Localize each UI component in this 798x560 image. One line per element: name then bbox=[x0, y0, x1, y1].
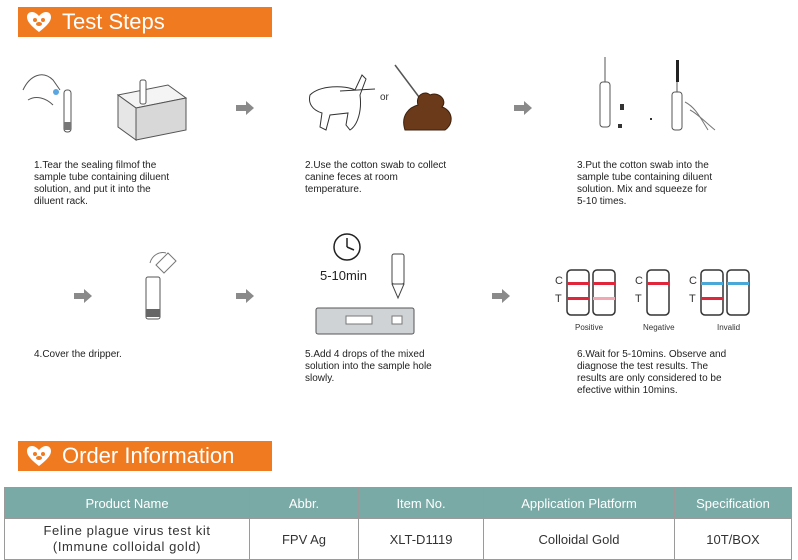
or-label: or bbox=[380, 92, 389, 103]
paw-heart-icon bbox=[26, 445, 52, 467]
step5-text: 5.Add 4 drops of the mixed solution into the sample hole slowly. bbox=[305, 349, 432, 384]
header-platform: Application Platform bbox=[484, 488, 675, 519]
table-header-row bbox=[5, 488, 792, 519]
step1-figure bbox=[18, 60, 193, 145]
step4-text: 4.Cover the dripper. bbox=[34, 349, 122, 360]
arrow-right-icon bbox=[492, 289, 510, 303]
step3-text: 3.Put the cotton swab into the sample tube containing diluent solution. Mix and squeeze for 5-10 times. bbox=[577, 160, 713, 207]
header-abbr: Abbr. bbox=[250, 488, 359, 519]
control-line-label: C bbox=[689, 275, 697, 287]
specification-cell: 10T/BOX bbox=[675, 519, 792, 560]
header-product-name: Product Name bbox=[5, 488, 250, 519]
test-steps-banner bbox=[18, 7, 272, 37]
step6-text: 6.Wait for 5-10mins. Observe and diagnose the test results. The results are only considered to be efective within 10mins. bbox=[577, 349, 727, 396]
negative-label: Negative bbox=[643, 323, 675, 332]
invalid-label: Invalid bbox=[717, 323, 741, 332]
arrow-right-icon bbox=[236, 101, 254, 115]
item-no-cell: XLT-D1119 bbox=[359, 519, 484, 560]
test-steps-title: Test Steps bbox=[62, 9, 165, 34]
abbr-cell: FPV Ag bbox=[250, 519, 359, 560]
table-row bbox=[5, 519, 792, 560]
step5-figure bbox=[310, 228, 420, 338]
product-name-line1: Feline plague virus test kit bbox=[43, 523, 211, 538]
order-info-title: Order Information bbox=[62, 443, 235, 468]
step6-figure bbox=[555, 262, 765, 337]
paw-heart-icon bbox=[26, 11, 52, 33]
step2-figure bbox=[300, 55, 470, 145]
arrow-right-icon bbox=[236, 289, 254, 303]
header-specification: Specification bbox=[675, 488, 792, 519]
control-line-label: C bbox=[635, 275, 643, 287]
step2-text: 2.Use the cotton swab to collect canine feces at room temperature. bbox=[305, 160, 447, 195]
order-info-banner bbox=[18, 441, 272, 471]
test-line-label: T bbox=[689, 293, 696, 305]
positive-label: Positive bbox=[575, 323, 604, 332]
test-line-label: T bbox=[635, 293, 642, 305]
step3-figure bbox=[590, 52, 740, 137]
arrow-right-icon bbox=[74, 289, 92, 303]
product-name-cell bbox=[5, 519, 250, 560]
platform-cell: Colloidal Gold bbox=[484, 519, 675, 560]
control-line-label: C bbox=[555, 275, 563, 287]
product-name-line2: (Immune colloidal gold) bbox=[52, 539, 202, 554]
header-item-no: Item No. bbox=[359, 488, 484, 519]
test-line-label: T bbox=[555, 293, 562, 305]
timer-label: 5-10min bbox=[320, 268, 367, 283]
step1-text: 1.Tear the sealing filmof the sample tube containing diluent solution, and put it into the diluent rack. bbox=[34, 160, 170, 207]
arrow-right-icon bbox=[514, 101, 532, 115]
step4-figure bbox=[140, 245, 190, 325]
order-table bbox=[4, 487, 792, 560]
